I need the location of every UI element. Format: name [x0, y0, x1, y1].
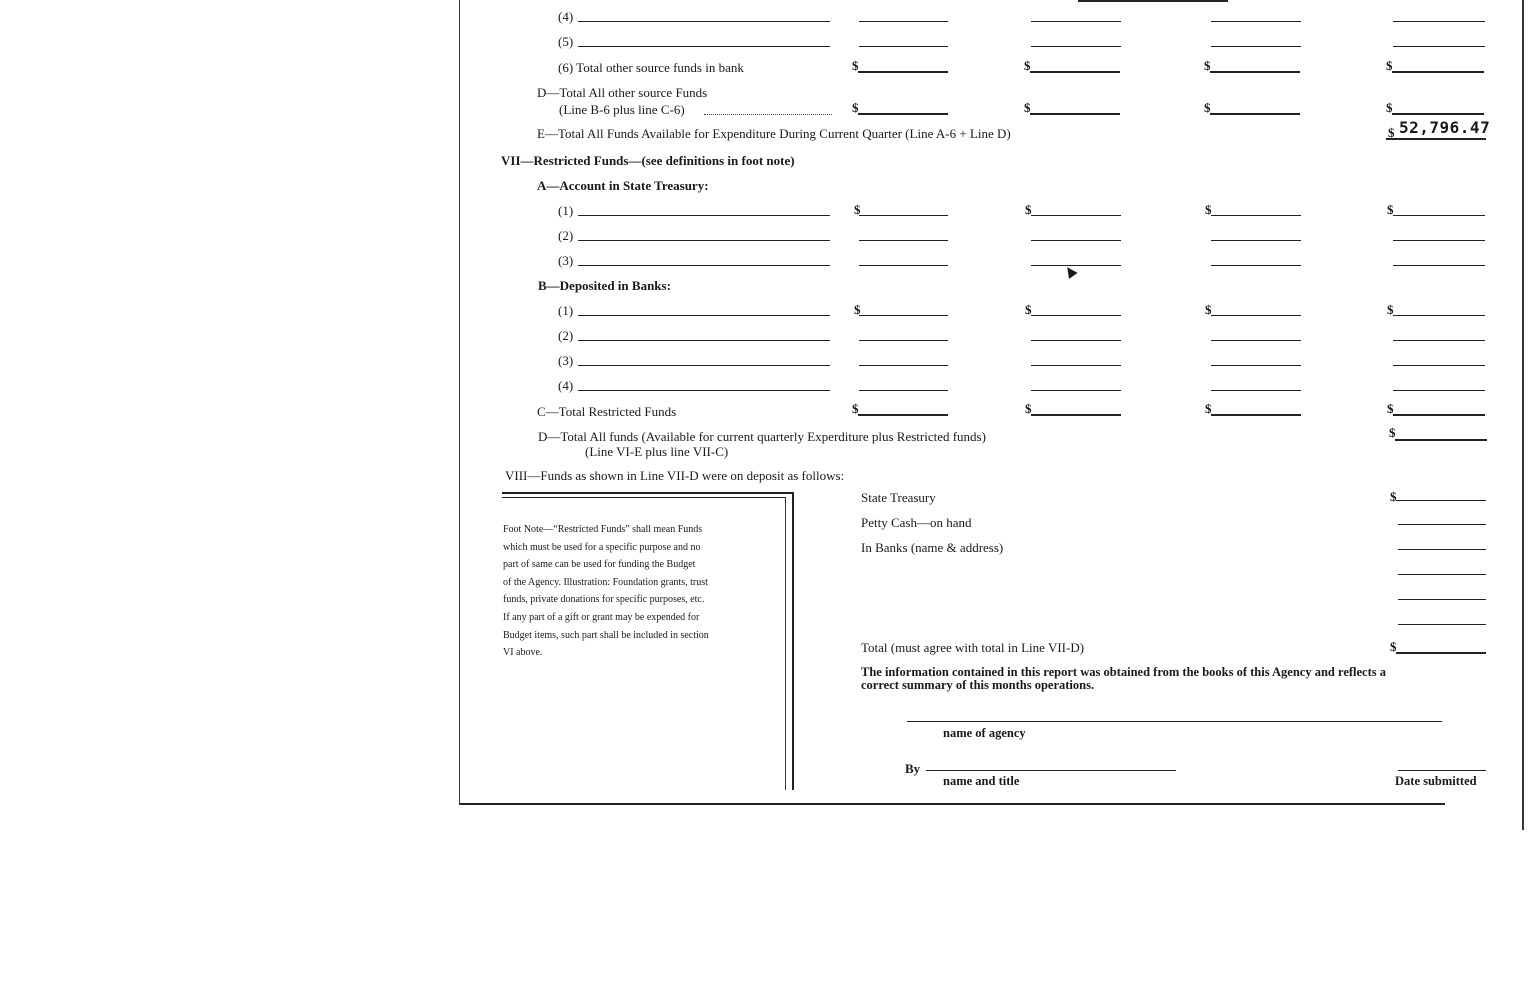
name-and-title-label: name and title — [943, 774, 1020, 788]
c6-5-amount-line-col-1[interactable] — [859, 46, 948, 47]
a7-2-amount-line-col-1[interactable] — [859, 240, 948, 241]
c7-dollar-1: $ — [852, 401, 859, 416]
section7-a-heading: A—Account in State Treasury: — [537, 178, 709, 193]
c6-dollar-4: $ — [1386, 58, 1393, 73]
c6-5-row-label: (5) — [558, 34, 574, 49]
footnote-line: Foot Note—“Restricted Funds” shall mean Funds — [503, 524, 703, 535]
name-title-line[interactable] — [926, 770, 1176, 771]
total-deposit-dollar: $ — [1390, 639, 1397, 654]
a7-3-amount-line-col-1[interactable] — [859, 265, 948, 266]
e6-amount-line[interactable] — [1386, 138, 1486, 140]
b7-3-amount-line-col-4[interactable] — [1393, 365, 1485, 366]
e6-dollar: $ — [1388, 125, 1395, 140]
b7-2-row-label: (2) — [558, 328, 574, 343]
b7-2-amount-line-col-2[interactable] — [1031, 340, 1121, 341]
a7-2-amount-line-col-2[interactable] — [1031, 240, 1121, 241]
a7-1-dollar-col-3: $ — [1205, 202, 1212, 217]
agency-name-line[interactable] — [907, 721, 1442, 722]
footnote-line: VI above. — [503, 647, 543, 659]
c7-amount-line-4[interactable] — [1393, 414, 1485, 416]
section7-heading: VII—Restricted Funds—(see definitions in foot note) — [501, 153, 795, 168]
d6-amount-line-3[interactable] — [1210, 113, 1300, 115]
a7-1-amount-line-col-3[interactable] — [1211, 215, 1301, 216]
c6-amount-line-4[interactable] — [1392, 71, 1484, 73]
a7-1-dollar-col-2: $ — [1025, 202, 1032, 217]
b7-1-dollar-col-1: $ — [854, 302, 861, 317]
e6-amount-handwritten: 52,796.47 — [1399, 118, 1491, 137]
a7-3-amount-line-col-4[interactable] — [1393, 265, 1485, 266]
c6-amount-line-3[interactable] — [1210, 71, 1300, 73]
c6-4-amount-line-col-4[interactable] — [1393, 21, 1485, 22]
d7-label-2: (Line VI-E plus line VII-C) — [585, 444, 729, 459]
d6-label-2: (Line B-6 plus line C-6) — [559, 102, 685, 117]
b7-1-amount-line-col-2[interactable] — [1031, 315, 1121, 316]
c6-5-amount-line-col-3[interactable] — [1211, 46, 1301, 47]
a7-2-row-description-line[interactable] — [578, 240, 830, 241]
c6-4-amount-line-col-1[interactable] — [859, 21, 948, 22]
b7-4-amount-line-col-4[interactable] — [1393, 390, 1485, 391]
d6-dollar-1: $ — [852, 100, 859, 115]
footnote-line: which must be used for a specific purpose and no — [503, 541, 701, 553]
footnote-box-right-2 — [792, 492, 794, 790]
c7-dollar-2: $ — [1025, 401, 1032, 416]
d6-dollar-4: $ — [1386, 100, 1393, 115]
date-submitted-line[interactable] — [1398, 770, 1486, 771]
c6-5-row-description-line[interactable] — [578, 46, 830, 47]
d6-amount-line-1[interactable] — [858, 113, 948, 115]
section8-heading: VIII—Funds as shown in Line VII-D were on deposit as follows: — [505, 468, 845, 483]
b7-1-dollar-col-4: $ — [1387, 302, 1394, 317]
state-treasury-dollar: $ — [1390, 489, 1397, 504]
c6-dollar-1: $ — [852, 58, 859, 73]
state-treasury-label: State Treasury — [861, 490, 936, 505]
c7-amount-line-2[interactable] — [1031, 414, 1121, 416]
d6-amount-line-4[interactable] — [1392, 113, 1484, 115]
b7-1-amount-line-col-1[interactable] — [859, 315, 948, 316]
c7-label: C—Total Restricted Funds — [537, 404, 677, 419]
total-deposit-label: Total (must agree with total in Line VII-D) — [861, 640, 1085, 655]
b7-4-row-label: (4) — [558, 378, 574, 393]
bank-amount-line-4[interactable] — [1398, 624, 1486, 625]
c6-amount-line-1[interactable] — [858, 71, 948, 73]
d6-dollar-2: $ — [1024, 100, 1031, 115]
c7-amount-line-1[interactable] — [858, 414, 948, 416]
b7-1-row-description-line[interactable] — [578, 315, 830, 316]
b7-1-row-label: (1) — [558, 303, 574, 318]
b7-1-amount-line-col-3[interactable] — [1211, 315, 1301, 316]
b7-1-dollar-col-2: $ — [1025, 302, 1032, 317]
pen-blot-mark: ▲ — [1056, 257, 1083, 285]
bank-amount-line-1[interactable] — [1398, 549, 1486, 550]
b7-4-amount-line-col-1[interactable] — [859, 390, 948, 391]
d6-leader — [704, 114, 832, 115]
c6-4-amount-line-col-3[interactable] — [1211, 21, 1301, 22]
a7-1-amount-line-col-4[interactable] — [1393, 215, 1485, 216]
a7-1-amount-line-col-2[interactable] — [1031, 215, 1121, 216]
c6-4-row-description-line[interactable] — [578, 21, 830, 22]
c6-dollar-2: $ — [1024, 58, 1031, 73]
form-bottom-border — [460, 803, 1445, 805]
date-submitted-label: Date submitted — [1395, 774, 1477, 788]
state-treasury-amount-line[interactable] — [1396, 500, 1486, 501]
b7-2-amount-line-col-4[interactable] — [1393, 340, 1485, 341]
a7-1-amount-line-col-1[interactable] — [859, 215, 948, 216]
a7-3-amount-line-col-2[interactable] — [1031, 265, 1121, 266]
bank-amount-line-2[interactable] — [1398, 574, 1486, 575]
c6-dollar-3: $ — [1204, 58, 1211, 73]
footnote-line: If any part of a gift or grant may be expended for — [503, 612, 700, 623]
a7-1-row-label: (1) — [558, 203, 574, 218]
c7-dollar-4: $ — [1387, 401, 1394, 416]
d7-amount-line[interactable] — [1395, 439, 1487, 441]
footnote-box-top-2 — [502, 497, 785, 498]
d7-label-1: D—Total All funds (Available for current quarterly Experditure plus Restricted funds) — [538, 429, 986, 444]
b7-4-row-description-line[interactable] — [578, 390, 830, 391]
b7-2-amount-line-col-1[interactable] — [859, 340, 948, 341]
by-label: By — [905, 761, 921, 776]
c6-4-row-label: (4) — [558, 9, 574, 24]
b7-3-row-description-line[interactable] — [578, 365, 830, 366]
section7-b-heading: B—Deposited in Banks: — [538, 278, 671, 293]
a7-3-row-label: (3) — [558, 253, 574, 268]
bank-amount-line-3[interactable] — [1398, 599, 1486, 600]
form-left-border — [459, 0, 460, 805]
d6-label-1: D—Total All other source Funds — [537, 85, 708, 100]
c6-amount-line-2[interactable] — [1030, 71, 1120, 73]
c7-amount-line-3[interactable] — [1211, 414, 1301, 416]
a7-2-row-label: (2) — [558, 228, 574, 243]
footnote-line: Budget items, such part shall be included in section — [503, 629, 709, 641]
in-banks-label: In Banks (name & address) — [861, 540, 1004, 555]
b7-4-amount-line-col-3[interactable] — [1211, 390, 1301, 391]
b7-3-row-label: (3) — [558, 353, 574, 368]
footnote-box-top-1 — [502, 492, 792, 494]
a7-3-row-description-line[interactable] — [578, 265, 830, 266]
d6-amount-line-2[interactable] — [1030, 113, 1120, 115]
d7-dollar: $ — [1389, 425, 1396, 440]
statement-line-2: correct summary of this months operations. — [861, 678, 1095, 692]
petty-cash-label: Petty Cash—on hand — [861, 515, 972, 530]
c6-5-amount-line-col-2[interactable] — [1031, 46, 1121, 47]
footnote-box-right-1 — [785, 497, 786, 790]
footnote-line: funds, private donations for specific purposes, etc. — [503, 594, 705, 606]
a7-1-row-description-line[interactable] — [578, 215, 830, 216]
b7-4-amount-line-col-2[interactable] — [1031, 390, 1121, 391]
a7-3-amount-line-col-3[interactable] — [1211, 265, 1301, 266]
c6-label: (6) Total other source funds in bank — [558, 60, 744, 75]
footnote-line: part of same can be used for funding the Budget — [503, 559, 696, 571]
b7-3-amount-line-col-2[interactable] — [1031, 365, 1121, 366]
b7-2-row-description-line[interactable] — [578, 340, 830, 341]
a7-2-amount-line-col-4[interactable] — [1393, 240, 1485, 241]
top-fragment-line — [1078, 0, 1228, 2]
statement-line-1: The information contained in this report was obtained from the books of this Agency and reflects a — [861, 665, 1387, 679]
petty-cash-amount-line[interactable] — [1398, 524, 1486, 525]
total-deposit-amount-line[interactable] — [1396, 652, 1486, 654]
d6-dollar-3: $ — [1204, 100, 1211, 115]
a7-1-dollar-col-1: $ — [854, 202, 861, 217]
b7-1-dollar-col-3: $ — [1205, 302, 1212, 317]
c6-4-amount-line-col-2[interactable] — [1031, 21, 1121, 22]
a7-2-amount-line-col-3[interactable] — [1211, 240, 1301, 241]
b7-3-amount-line-col-3[interactable] — [1211, 365, 1301, 366]
c6-5-amount-line-col-4[interactable] — [1393, 46, 1485, 47]
e6-label: E—Total All Funds Available for Expenditure During Current Quarter (Line A-6 + Line D) — [537, 126, 1011, 141]
name-of-agency-label: name of agency — [943, 726, 1026, 740]
a7-1-dollar-col-4: $ — [1387, 202, 1394, 217]
footnote-line: of the Agency. Illustration: Foundation grants, trust — [503, 576, 708, 588]
b7-2-amount-line-col-3[interactable] — [1211, 340, 1301, 341]
b7-1-amount-line-col-4[interactable] — [1393, 315, 1485, 316]
b7-3-amount-line-col-1[interactable] — [859, 365, 948, 366]
c7-dollar-3: $ — [1205, 401, 1212, 416]
form-right-border — [1522, 0, 1524, 830]
